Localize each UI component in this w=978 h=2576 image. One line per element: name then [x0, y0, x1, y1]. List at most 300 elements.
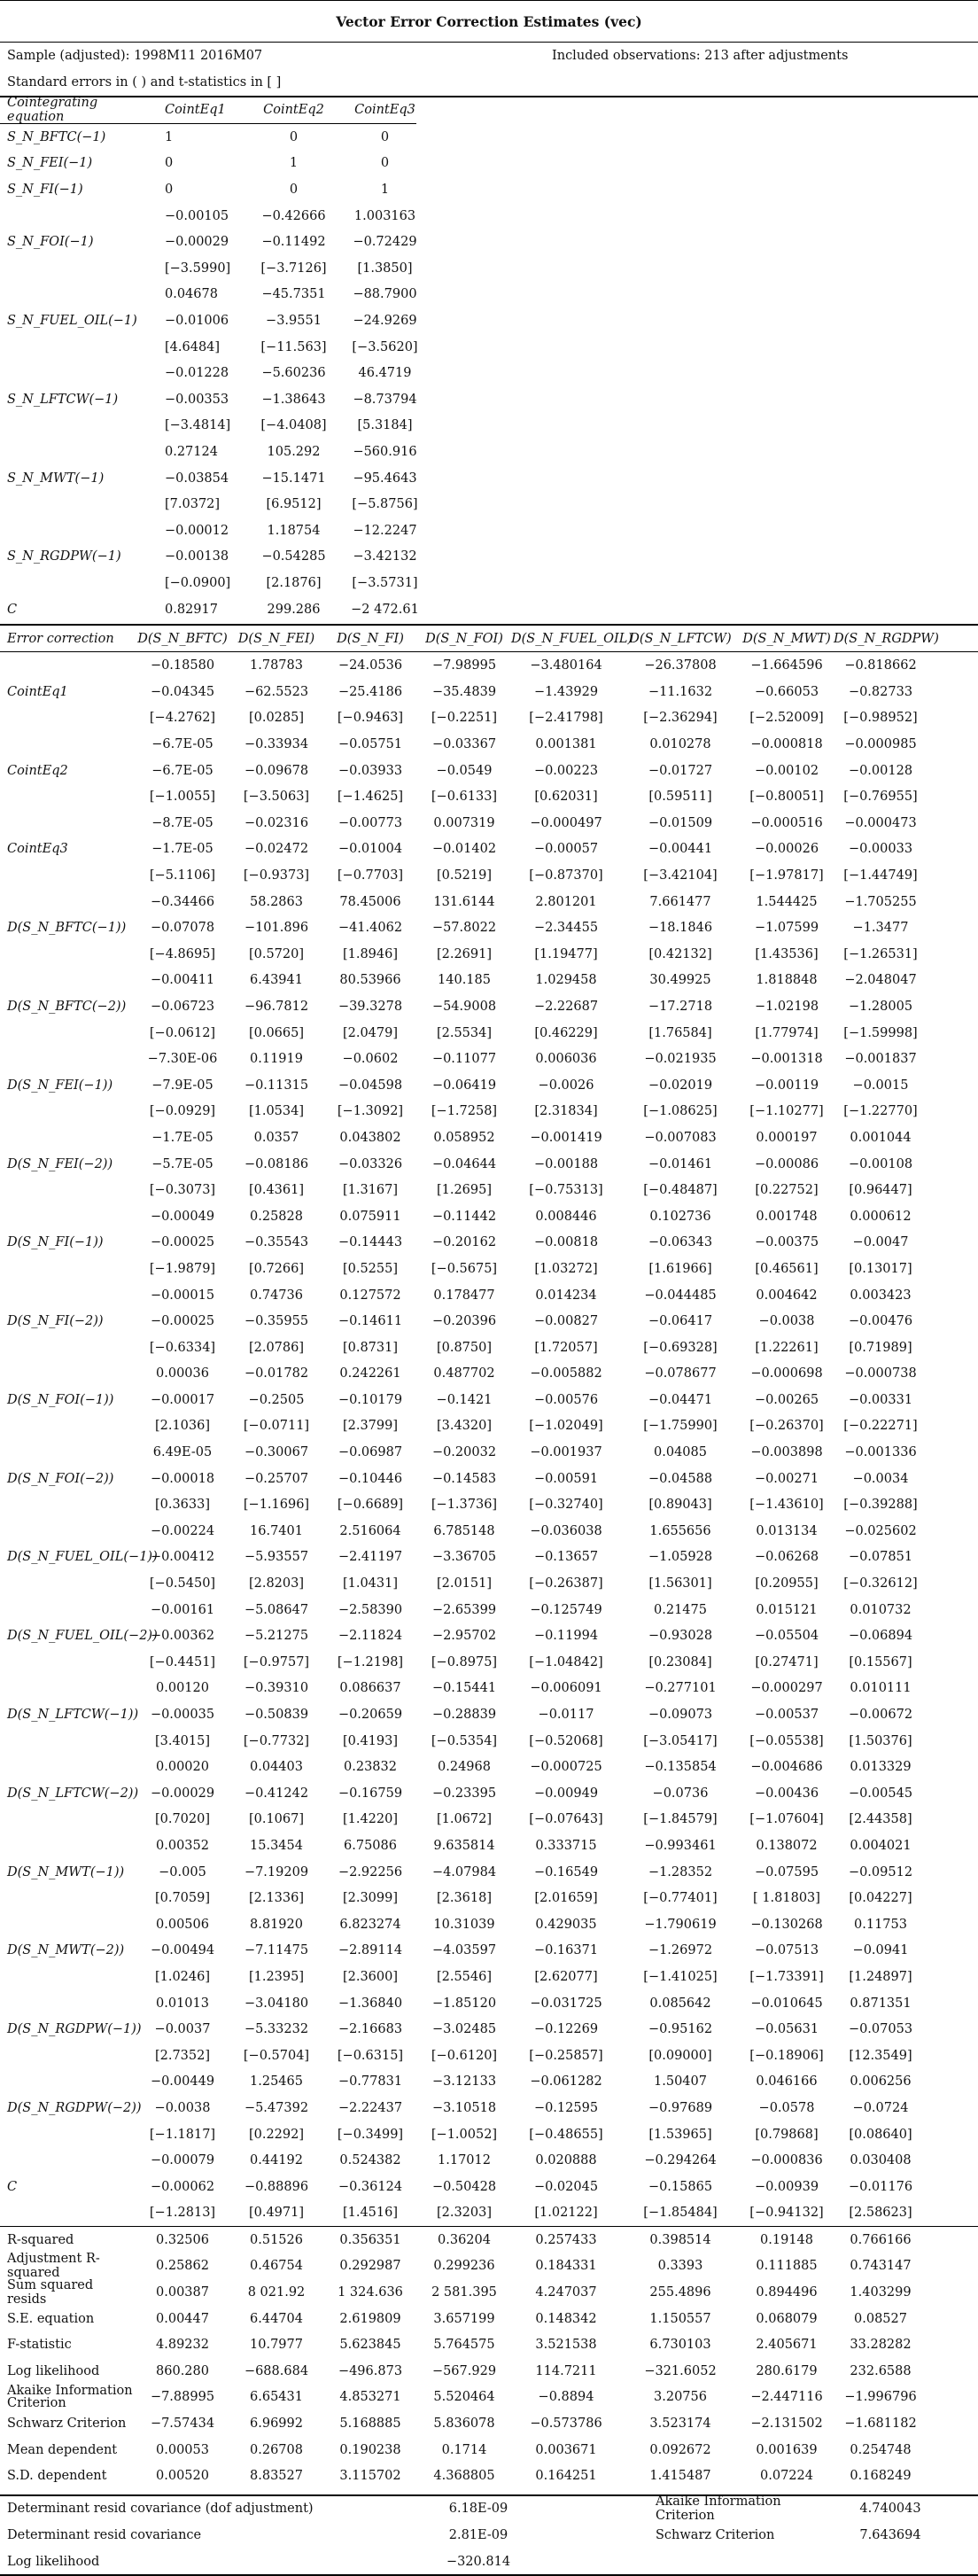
- table-cell: 0.0357: [253, 1130, 299, 1145]
- table-cell: −3.10518: [431, 2100, 497, 2115]
- table-cell: −4.03597: [431, 1943, 497, 1958]
- table-cell: −0.11994: [533, 1629, 599, 1644]
- table-cell: −0.00138: [165, 549, 229, 564]
- table-cell: [ 1.81803]: [753, 1891, 820, 1906]
- table-cell: [1.19477]: [534, 946, 598, 961]
- table-cell: −0.20396: [431, 1314, 497, 1329]
- table-cell: −3.02485: [431, 2022, 497, 2037]
- table-cell: [0.4193]: [342, 1733, 399, 1748]
- row-label: D(S_N_MWT(−1)): [7, 1864, 125, 1879]
- stat-label: Sum squared resids: [7, 2278, 94, 2308]
- table-cell: 0.058952: [433, 1130, 495, 1145]
- table-cell: −17.2718: [648, 999, 713, 1014]
- table-cell: [−0.39288]: [843, 1498, 918, 1513]
- table-cell: [−0.22271]: [843, 1419, 918, 1434]
- row-label: C: [7, 2179, 18, 2194]
- stat-value: 1.415487: [649, 2469, 711, 2484]
- table-cell: −0.06894: [848, 1629, 913, 1644]
- stat-value: −2.447116: [750, 2390, 823, 2405]
- table-cell: −0.66053: [754, 684, 819, 699]
- table-cell: 0.010732: [850, 1602, 912, 1617]
- table-cell: 1.544425: [756, 894, 818, 909]
- table-cell: 6.785148: [433, 1523, 495, 1538]
- row-label: C: [7, 602, 18, 617]
- table-cell: [0.71989]: [849, 1340, 912, 1355]
- table-cell: −0.000497: [530, 815, 602, 830]
- table-cell: −24.9269: [353, 314, 417, 329]
- stat-value: −7.88995: [150, 2390, 215, 2405]
- table-cell: 0.046166: [756, 2074, 818, 2090]
- det-dof-value: 6.18E-09: [448, 2502, 508, 2517]
- table-cell: −0.72429: [353, 235, 417, 250]
- table-cell: [1.61966]: [648, 1261, 712, 1276]
- stat-value: 8 021.92: [247, 2285, 306, 2300]
- table-cell: −0.00411: [150, 973, 215, 988]
- table-cell: 1.18754: [267, 523, 321, 538]
- table-cell: −0.00271: [754, 1471, 819, 1486]
- table-cell: 0: [289, 129, 299, 144]
- stat-value: 0.292987: [339, 2259, 401, 2274]
- table-cell: −2.16683: [338, 2022, 403, 2037]
- table-cell: [−0.69328]: [643, 1340, 718, 1355]
- table-row: [0, 2174, 978, 2200]
- table-cell: [1.0672]: [436, 1812, 493, 1827]
- table-cell: −0.0015: [852, 1078, 909, 1093]
- table-cell: [0.0665]: [248, 1025, 305, 1040]
- table-cell: −4.07984: [431, 1864, 497, 1879]
- table-cell: −0.34466: [150, 894, 215, 909]
- table-row: [0, 1335, 978, 1361]
- table-cell: [−0.2251]: [431, 711, 498, 726]
- table-cell: 78.45006: [339, 894, 401, 909]
- table-cell: [−2.41798]: [529, 711, 603, 726]
- table-cell: [−0.5704]: [243, 2048, 310, 2063]
- stat-value: 3.523174: [649, 2416, 711, 2432]
- table-cell: [−0.9463]: [337, 711, 404, 726]
- table-cell: −8.7E-05: [151, 815, 213, 830]
- stat-value: 0.254748: [850, 2442, 912, 2457]
- table-cell: [0.4361]: [248, 1183, 305, 1198]
- table-cell: [−0.5354]: [431, 1733, 498, 1748]
- table-cell: −3.9551: [266, 314, 322, 329]
- table-row: [0, 1649, 978, 1676]
- table-cell: [−0.76955]: [843, 790, 918, 805]
- table-cell: −0.39310: [244, 1681, 309, 1696]
- table-cell: [−0.32612]: [843, 1576, 918, 1592]
- det-ll-value: −320.814: [446, 2554, 511, 2569]
- row-label: D(S_N_FEI(−1)): [7, 1078, 113, 1093]
- table-cell: 0.127572: [339, 1288, 401, 1303]
- table-cell: −0.20162: [431, 1235, 497, 1250]
- stat-row: [0, 2306, 978, 2332]
- det-sc-label: Schwarz Criterion: [656, 2527, 775, 2542]
- table-cell: −0.03933: [338, 763, 403, 778]
- table-cell: −1.02198: [754, 999, 819, 1014]
- table-cell: −0.001419: [530, 1130, 602, 1145]
- table-cell: 0.006036: [535, 1052, 597, 1067]
- table-cell: −0.1421: [436, 1392, 493, 1407]
- table-cell: [−0.0900]: [165, 575, 231, 590]
- stat-value: −1.681182: [844, 2416, 917, 2432]
- table-cell: [−1.85484]: [643, 2206, 718, 2221]
- table-cell: −0.294264: [644, 2153, 717, 2168]
- standard-error-note: Standard errors in ( ) and t-statistics in [ ]: [7, 75, 282, 89]
- table-cell: −0.00025: [150, 1314, 215, 1329]
- table-cell: [−0.48487]: [643, 1183, 718, 1198]
- table-cell: −6.7E-05: [151, 763, 213, 778]
- table-cell: [−0.3499]: [337, 2127, 404, 2142]
- table-row: [0, 465, 978, 492]
- table-cell: −12.2247: [353, 523, 417, 538]
- table-cell: [1.56301]: [648, 1576, 712, 1592]
- stat-label: S.D. dependent: [7, 2469, 107, 2484]
- table-cell: 1: [380, 183, 390, 198]
- table-row: [0, 1466, 978, 1492]
- table-cell: −5.21275: [244, 1629, 309, 1644]
- stat-value: 232.6588: [850, 2363, 912, 2378]
- table-cell: −0.00188: [533, 1156, 599, 1171]
- table-cell: [1.8946]: [342, 946, 399, 961]
- table-cell: [2.3799]: [342, 1419, 399, 1434]
- table-row: [0, 1938, 978, 1965]
- table-cell: −0.05751: [338, 737, 403, 752]
- table-cell: 0.74736: [250, 1288, 303, 1303]
- table-cell: −2 472.61: [351, 602, 419, 617]
- table-cell: 0: [165, 156, 174, 171]
- table-cell: [1.43536]: [755, 946, 819, 961]
- table-cell: [0.5720]: [248, 946, 305, 961]
- table-row: [0, 968, 978, 994]
- table-row: [0, 229, 978, 255]
- table-cell: −0.0724: [852, 2100, 909, 2115]
- table-cell: 0.27124: [165, 445, 218, 460]
- table-cell: −0.23395: [431, 1786, 497, 1801]
- table-cell: 0.085642: [649, 1996, 711, 2011]
- table-row: [0, 1256, 978, 1282]
- table-cell: −0.000836: [750, 2153, 823, 2168]
- table-cell: −15.1471: [261, 471, 326, 486]
- stat-value: 0.190238: [339, 2442, 401, 2457]
- table-cell: 6.823274: [339, 1917, 401, 1932]
- table-cell: −0.010645: [750, 1996, 823, 2011]
- table-cell: −0.97689: [648, 2100, 713, 2115]
- table-cell: −0.14611: [338, 1314, 403, 1329]
- table-row: [0, 837, 978, 863]
- stat-value: 0.092672: [649, 2442, 711, 2457]
- table-cell: 0.00120: [156, 1681, 209, 1696]
- table-cell: [0.8750]: [436, 1340, 493, 1355]
- stat-value: 33.28282: [850, 2338, 912, 2353]
- table-cell: [1.0534]: [248, 1104, 305, 1119]
- table-cell: [−2.36294]: [643, 711, 718, 726]
- table-title: Vector Error Correction Estimates (vec): [0, 0, 978, 43]
- table-cell: [−1.9879]: [149, 1261, 216, 1276]
- table-row: [0, 360, 978, 386]
- table-cell: 0.21475: [654, 1602, 707, 1617]
- row-label: CointEq3: [7, 842, 68, 857]
- table-cell: 0.524382: [339, 2153, 401, 2168]
- table-cell: −0.04588: [648, 1471, 713, 1486]
- table-cell: −5.47392: [244, 2100, 309, 2115]
- table-cell: [0.20955]: [755, 1576, 819, 1592]
- table-cell: −0.54285: [261, 549, 326, 564]
- stat-value: 0.299236: [433, 2259, 495, 2274]
- table-cell: −95.4643: [353, 471, 417, 486]
- table-cell: [−1.97817]: [749, 868, 824, 883]
- table-row: [0, 1020, 978, 1047]
- table-cell: −1.28005: [848, 999, 913, 1014]
- table-cell: [−4.2762]: [149, 711, 216, 726]
- table-cell: −0.130268: [750, 1917, 823, 1932]
- table-row: [0, 758, 978, 784]
- sample-range: Sample (adjusted): 1998M11 2016M07: [7, 49, 263, 63]
- stat-value: 0.168249: [850, 2469, 912, 2484]
- table-cell: −3.04180: [244, 1996, 309, 2011]
- table-cell: [0.15567]: [849, 1654, 912, 1669]
- stat-label: Log likelihood: [7, 2363, 100, 2378]
- table-cell: −0.000698: [750, 1366, 823, 1381]
- table-row: [0, 1151, 978, 1178]
- table-cell: [−3.42104]: [643, 868, 718, 883]
- table-cell: −0.06723: [150, 999, 215, 1014]
- stat-row: [0, 2253, 978, 2280]
- table-cell: [−0.26370]: [749, 1419, 824, 1434]
- stat-value: 0.068079: [756, 2311, 818, 2326]
- table-cell: [0.42132]: [648, 946, 712, 961]
- table-row: [0, 544, 978, 571]
- table-cell: [2.1036]: [154, 1419, 211, 1434]
- table-cell: −0.004686: [750, 1760, 823, 1775]
- table-cell: [0.59511]: [648, 790, 712, 805]
- table-cell: [−0.52068]: [529, 1733, 603, 1748]
- table-cell: [2.1336]: [248, 1891, 305, 1906]
- table-row: [0, 1439, 978, 1466]
- table-cell: −0.07513: [754, 1943, 819, 1958]
- table-cell: −0.000725: [530, 1760, 602, 1775]
- table-cell: [1.3167]: [342, 1183, 399, 1198]
- stat-value: 0.1714: [441, 2442, 487, 2457]
- stat-label: Adjustment R-squared: [7, 2252, 100, 2281]
- table-row: [0, 889, 978, 915]
- table-row: [0, 731, 978, 758]
- table-row: [0, 1701, 978, 1728]
- table-cell: 15.3454: [250, 1838, 303, 1853]
- table-cell: −0.02316: [244, 815, 309, 830]
- table-cell: [−1.59998]: [843, 1025, 918, 1040]
- table-cell: −0.16371: [533, 1943, 599, 1958]
- table-cell: −0.50428: [431, 2179, 497, 2194]
- row-label: S_N_MWT(−1): [7, 471, 105, 486]
- table-cell: 0.001044: [850, 1130, 912, 1145]
- table-cell: −0.11442: [431, 1209, 497, 1224]
- table-cell: [−1.02049]: [529, 1419, 603, 1434]
- table-row: [0, 570, 978, 596]
- stat-value: 0.356351: [339, 2232, 401, 2247]
- table-cell: [3.4320]: [436, 1419, 493, 1434]
- table-cell: 6.43941: [250, 973, 303, 988]
- table-cell: −5.7E-05: [151, 1156, 213, 1171]
- table-cell: 0.030408: [850, 2153, 912, 2168]
- stat-value: 5.764575: [433, 2338, 495, 2353]
- table-cell: [−1.22770]: [843, 1104, 918, 1119]
- table-cell: −0.41242: [244, 1786, 309, 1801]
- table-cell: 0.010278: [649, 737, 711, 752]
- column-header: D(S_N_FOI): [425, 631, 503, 646]
- table-cell: [−0.4451]: [149, 1654, 216, 1669]
- table-cell: 0.004642: [756, 1288, 818, 1303]
- table-cell: −0.02045: [533, 2179, 599, 2194]
- table-cell: 0.11919: [250, 1052, 303, 1067]
- table-cell: −0.93028: [648, 1629, 713, 1644]
- table-cell: −0.025602: [844, 1523, 917, 1538]
- table-cell: [−1.0055]: [149, 790, 216, 805]
- row-label: D(S_N_LFTCW(−1)): [7, 1708, 139, 1723]
- table-cell: [2.5534]: [436, 1025, 493, 1040]
- table-cell: −0.001937: [530, 1445, 602, 1460]
- included-observations: Included observations: 213 after adjustments: [552, 49, 849, 63]
- table-cell: −2.58390: [338, 1602, 403, 1617]
- stat-value: 0.46754: [250, 2259, 303, 2274]
- table-cell: [0.4971]: [248, 2206, 305, 2221]
- table-cell: [−0.5675]: [431, 1261, 498, 1276]
- table-cell: −0.04598: [338, 1078, 403, 1093]
- table-cell: 0.23832: [344, 1760, 397, 1775]
- table-cell: −0.000985: [844, 737, 917, 752]
- table-cell: 9.635814: [433, 1838, 495, 1853]
- table-row: [0, 2095, 978, 2121]
- table-cell: −0.07078: [150, 921, 215, 936]
- table-cell: −0.36124: [338, 2179, 403, 2194]
- table-cell: −0.28839: [431, 1708, 497, 1723]
- table-cell: [2.3099]: [342, 1891, 399, 1906]
- table-cell: −0.00362: [150, 1629, 215, 1644]
- table-cell: 1.029458: [535, 973, 597, 988]
- table-cell: −0.993461: [644, 1838, 717, 1853]
- table-row: [0, 2069, 978, 2096]
- table-cell: −0.0941: [852, 1943, 909, 1958]
- coint-header-row: [0, 97, 416, 125]
- stat-value: 6.65431: [250, 2390, 303, 2405]
- table-cell: 1.78783: [250, 658, 303, 673]
- stat-value: 3.521538: [535, 2338, 597, 2353]
- table-cell: −0.13657: [533, 1550, 599, 1565]
- table-cell: −0.0117: [538, 1708, 594, 1723]
- table-cell: −0.00939: [754, 2179, 819, 2194]
- table-cell: −0.00119: [754, 1078, 819, 1093]
- table-cell: 0.24968: [438, 1760, 491, 1775]
- table-cell: [−0.8975]: [431, 1654, 498, 1669]
- table-cell: −0.00265: [754, 1392, 819, 1407]
- stat-value: 0.00520: [156, 2469, 209, 2484]
- table-cell: [0.0285]: [248, 711, 305, 726]
- table-cell: [2.0786]: [248, 1340, 305, 1355]
- row-label: S_N_FUEL_OIL(−1): [7, 314, 137, 329]
- table-cell: −0.05504: [754, 1629, 819, 1644]
- table-cell: [−0.18906]: [749, 2048, 824, 2063]
- table-row: [0, 1361, 978, 1388]
- table-cell: −1.43929: [533, 684, 599, 699]
- stat-row: [0, 2437, 978, 2463]
- table-row: [0, 2147, 978, 2174]
- table-row: [0, 176, 978, 203]
- table-cell: −0.18580: [150, 658, 215, 673]
- table-cell: [−1.3736]: [431, 1498, 498, 1513]
- table-cell: −39.3278: [338, 999, 403, 1014]
- table-row: [0, 810, 978, 837]
- table-cell: −0.001318: [750, 1052, 823, 1067]
- column-header: D(S_N_RGDPW): [834, 631, 939, 646]
- table-cell: 0.001381: [535, 737, 597, 752]
- table-row: [0, 1282, 978, 1309]
- table-cell: −0.00025: [150, 1235, 215, 1250]
- table-cell: −0.00476: [848, 1314, 913, 1329]
- table-cell: −0.12269: [533, 2022, 599, 2037]
- table-cell: −0.061282: [530, 2074, 602, 2090]
- table-cell: [−0.75313]: [529, 1183, 603, 1198]
- table-cell: 6.49E-05: [152, 1445, 213, 1460]
- table-cell: 131.6144: [433, 894, 495, 909]
- stat-value: 0.398514: [649, 2232, 711, 2247]
- stat-value: 3.657199: [433, 2311, 495, 2326]
- table-cell: −0.20659: [338, 1708, 403, 1723]
- stat-value: 4.89232: [156, 2338, 209, 2353]
- table-cell: 0.04085: [654, 1445, 707, 1460]
- table-cell: [−11.563]: [260, 339, 327, 354]
- table-cell: −0.000297: [750, 1681, 823, 1696]
- table-cell: 0.001748: [756, 1209, 818, 1224]
- table-row: [0, 862, 978, 889]
- table-cell: [1.2395]: [248, 1969, 305, 1984]
- table-cell: [2.1876]: [266, 575, 322, 590]
- table-cell: [−0.48655]: [529, 2127, 603, 2142]
- table-cell: −0.01228: [165, 366, 229, 381]
- table-row: [0, 1911, 978, 1938]
- table-cell: −0.11077: [431, 1052, 497, 1067]
- table-cell: [0.62031]: [534, 790, 598, 805]
- table-cell: 1.25465: [250, 2074, 303, 2090]
- table-cell: 0.075911: [339, 1209, 401, 1224]
- column-header: CointEq3: [354, 103, 415, 118]
- stat-value: 5.168885: [339, 2416, 401, 2432]
- table-cell: [1.0246]: [154, 1969, 211, 1984]
- table-cell: −0.00057: [533, 842, 599, 857]
- table-cell: −0.00029: [165, 235, 229, 250]
- stat-label: S.E. equation: [7, 2311, 95, 2326]
- table-cell: [−0.6334]: [149, 1340, 216, 1355]
- table-cell: 2.801201: [535, 894, 597, 909]
- table-cell: 0.44192: [250, 2153, 303, 2168]
- table-cell: −0.0038: [154, 2100, 211, 2115]
- table-cell: −0.00591: [533, 1471, 599, 1486]
- table-cell: −0.00331: [848, 1392, 913, 1407]
- table-cell: [2.31834]: [534, 1104, 598, 1119]
- table-cell: [−4.0408]: [260, 418, 327, 433]
- stat-value: −7.57434: [150, 2416, 215, 2432]
- table-cell: −0.01006: [165, 314, 229, 329]
- table-cell: −0.11492: [261, 235, 326, 250]
- table-cell: [−0.6315]: [337, 2048, 404, 2063]
- table-cell: −0.01402: [431, 842, 497, 857]
- table-cell: [−1.04842]: [529, 1654, 603, 1669]
- table-cell: −45.7351: [261, 287, 326, 302]
- table-row: [0, 1623, 978, 1649]
- table-row: [0, 2016, 978, 2043]
- table-cell: −7.11475: [244, 1943, 309, 1958]
- table-cell: −1.28352: [648, 1864, 713, 1879]
- table-cell: [1.4516]: [342, 2206, 399, 2221]
- table-cell: [−1.0052]: [431, 2127, 498, 2142]
- table-cell: 0.020888: [535, 2153, 597, 2168]
